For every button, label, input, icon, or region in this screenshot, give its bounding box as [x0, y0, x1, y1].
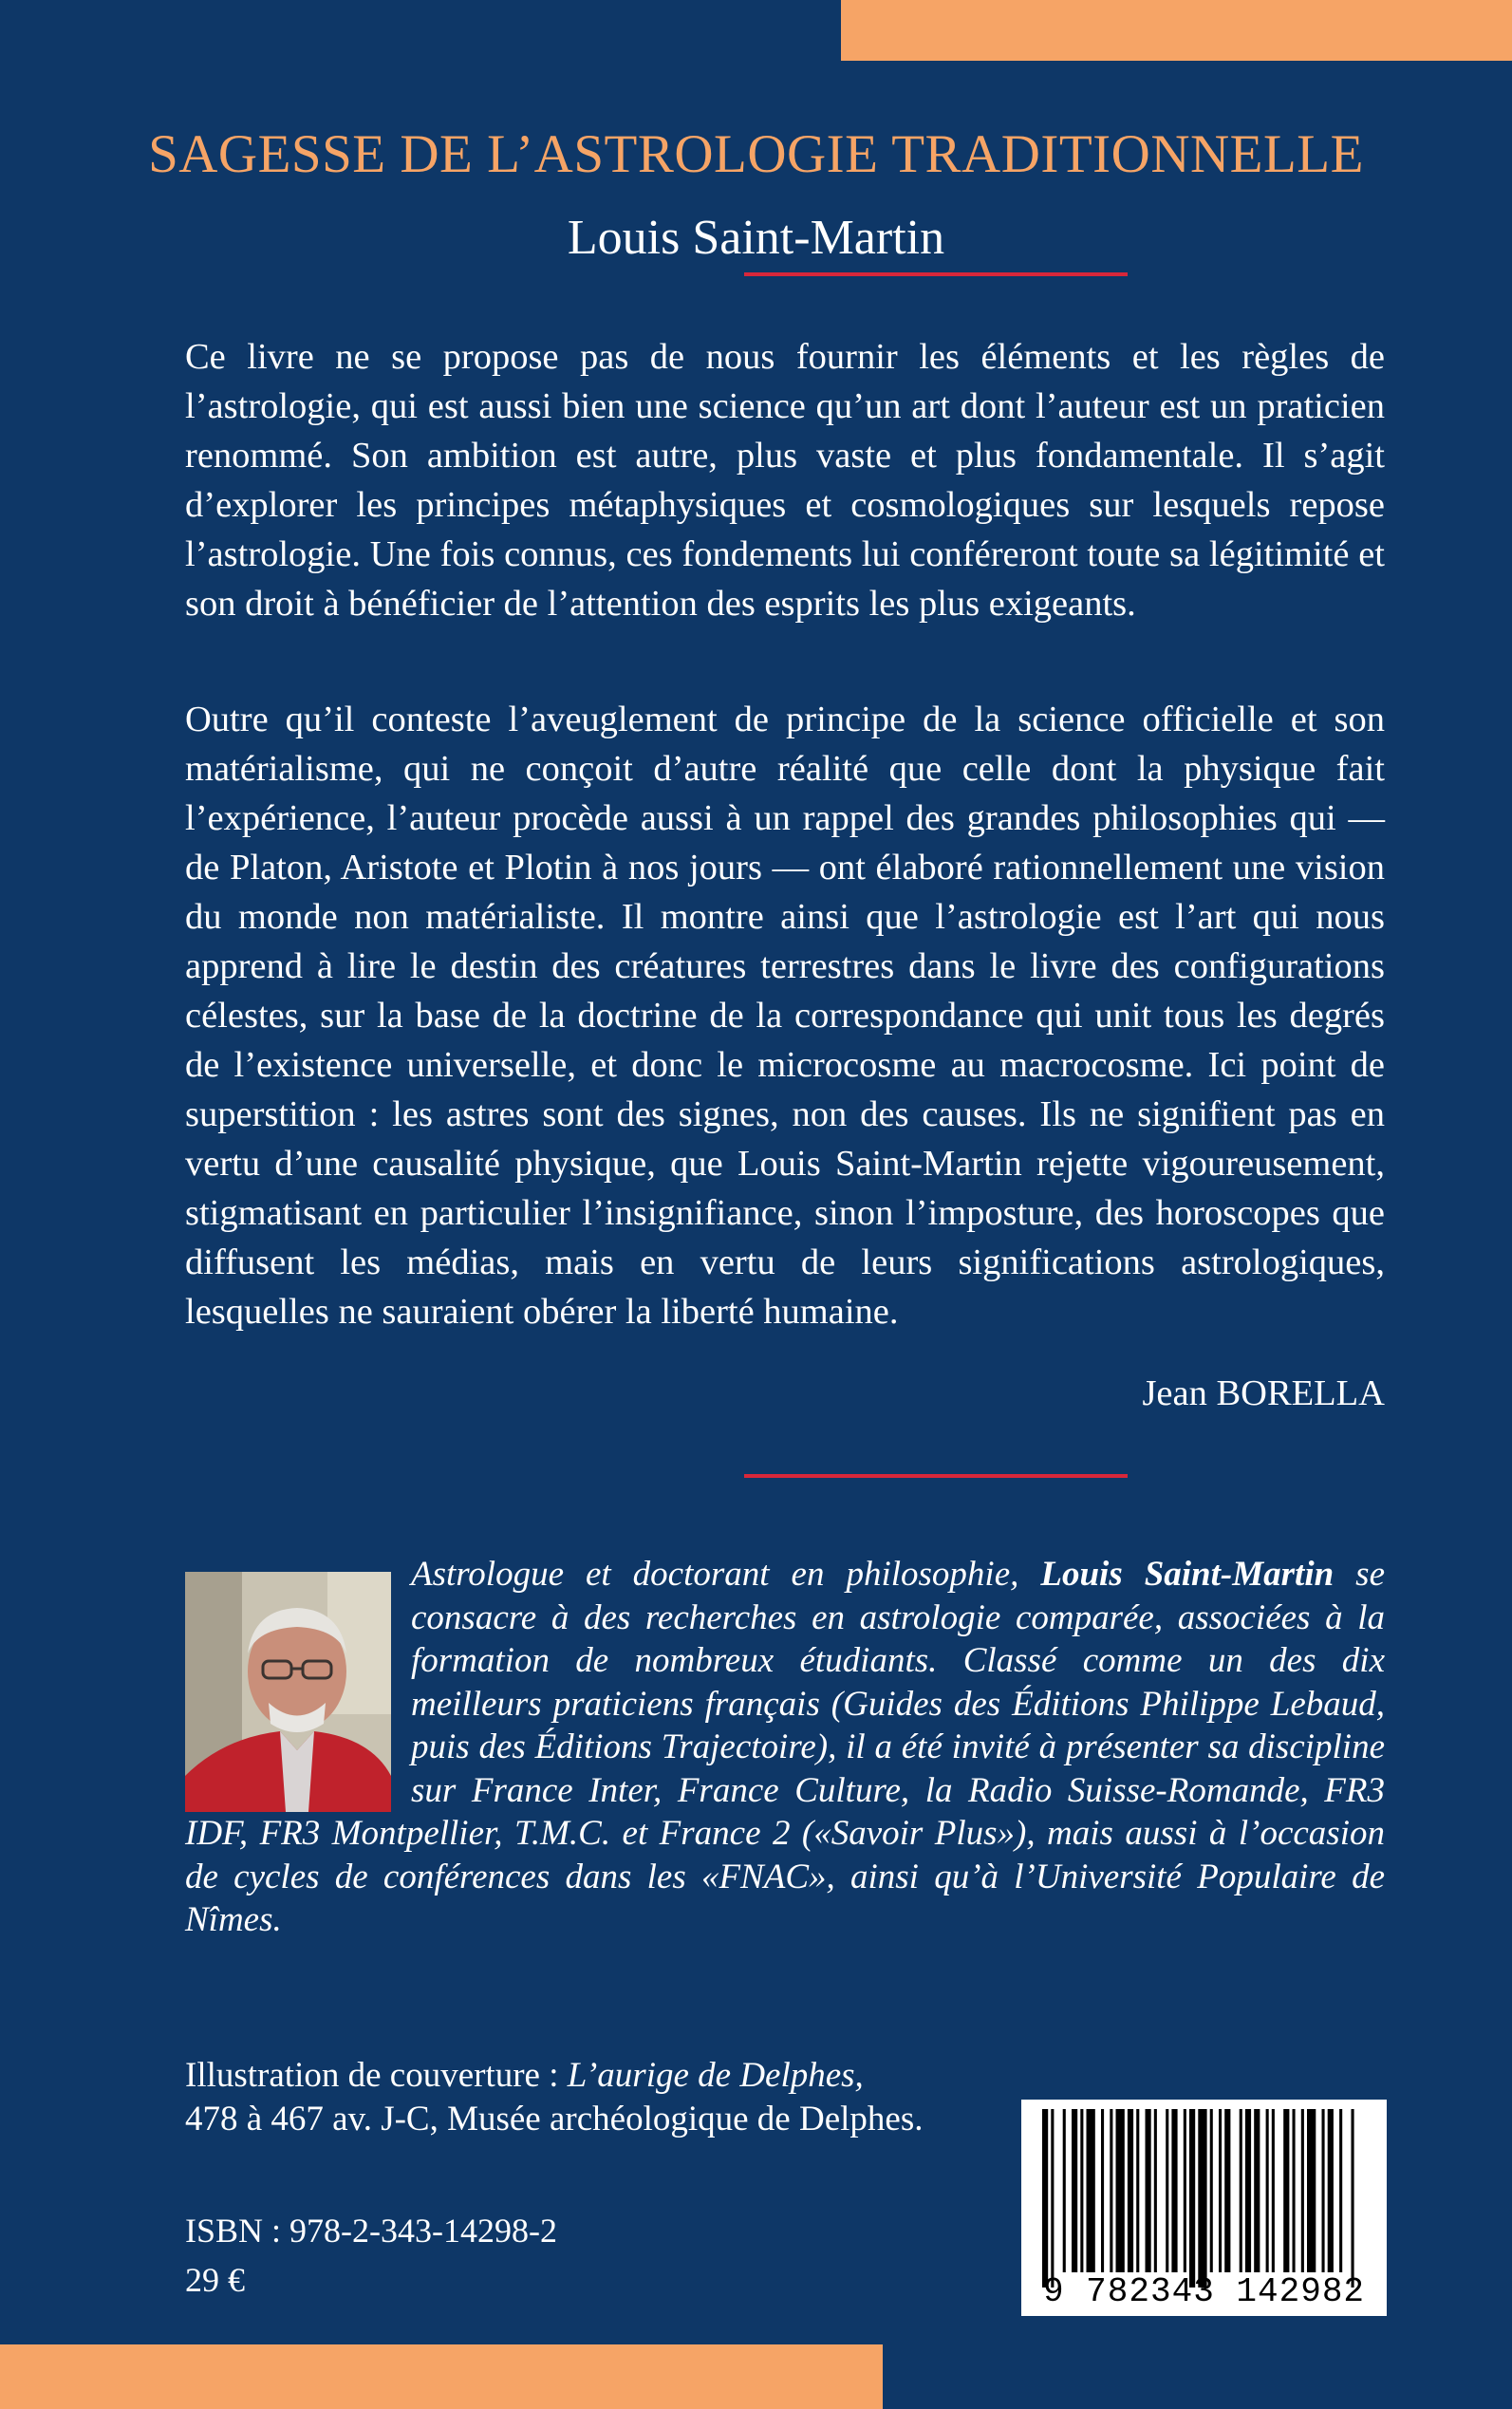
barcode-bar	[1240, 2109, 1242, 2272]
barcode-bar	[1051, 2109, 1054, 2288]
barcode-bar	[1063, 2109, 1066, 2272]
price: 29 €	[185, 2261, 245, 2299]
divider-top	[744, 272, 1128, 276]
bio-author-name: Louis Saint-Martin	[1040, 1555, 1335, 1594]
summary-paragraph-2: Outre qu’il conteste l’aveuglement de principe de la science officielle et son matérialisme, qui ne conçoit d’autre réalité que celle dont la physique fait l’expérience, l’auteur procède aussi à un rappel des grandes philosophies qui — de Platon, Aristote et Plotin à nos jours — ont élaboré rationnellement une vision du monde non matérialiste. Il montre ainsi que l’astrologie est l’art qui nous apprend à lire le destin des créatures terrestres dans le livre des configurations célestes, sur la base de la doctrine de la correspondance qui unit tous les degrés de l’existence universelle, et donc le microcosme au macrocosme. Ici point de superstition : les astres sont des signes, non des causes. Ils ne signifient pas en vertu d’une causalité physique, que Louis Saint-Martin rejette vigoureusement, stigmatisant en particulier l’insignifiance, sinon l’imposture, des horoscopes que diffusent les médias, mais en vertu de leurs significations astrologiques, lesquelles ne sauraient obérer la liberté humaine.	[185, 700, 1385, 1332]
barcode-bar	[1266, 2109, 1269, 2272]
book-author: Louis Saint-Martin	[567, 211, 945, 265]
barcode-number: 9 782343 142982	[1042, 2272, 1366, 2311]
author-photo	[185, 1572, 391, 1812]
credit-work-title: L’aurige de Delphes,	[567, 2056, 864, 2095]
barcode-bar	[1245, 2109, 1251, 2272]
barcode-bar	[1171, 2109, 1177, 2272]
bottom-accent-stripe	[0, 2344, 883, 2409]
barcode-bar	[1166, 2109, 1168, 2272]
barcode-bar	[1154, 2109, 1157, 2272]
barcode-bar	[1184, 2109, 1186, 2272]
barcode-bar	[1136, 2109, 1139, 2272]
barcode-bar	[1328, 2109, 1334, 2272]
barcode-bar	[1072, 2109, 1077, 2272]
barcode-bar	[1087, 2109, 1095, 2272]
barcode-bar	[1322, 2109, 1325, 2272]
cover-illustration-credit	[185, 2054, 1039, 2141]
barcode-bar	[1301, 2109, 1304, 2272]
summary-paragraph-1: Ce livre ne se propose pas de nous fournir les éléments et les règles de l’astrologie, qui est aussi bien une science qu’un art dont l’auteur est un praticien renommé. Son ambition est autre, plus vaste et plus fondamentale. Il s’agit d’explorer les principes métaphysiques et cosmologiques sur lesquels repose l’astrologie. Une fois connus, ces fondements lui conféreront toute sa légitimité et son droit à bénéficier de l’attention des esprits les plus exigeants.	[185, 337, 1385, 624]
barcode-bar	[1283, 2109, 1289, 2272]
isbn: ISBN : 978-2-343-14298-2	[185, 2212, 557, 2250]
barcode-bar	[1352, 2109, 1354, 2288]
barcode-bar	[1224, 2109, 1230, 2272]
book-title: SAGESSE DE L’ASTROLOGIE TRADITIONNELLE	[148, 124, 1364, 184]
preface-signature: Jean BORELLA	[1142, 1373, 1385, 1413]
barcode-bar	[1293, 2109, 1296, 2272]
barcode-bar	[1128, 2109, 1133, 2272]
bio-intro: Astrologue et doctorant en philosophie,	[411, 1555, 1041, 1594]
barcode-bar	[1272, 2109, 1275, 2272]
barcode-bar	[1339, 2109, 1342, 2272]
barcode-bar	[1042, 2109, 1048, 2288]
barcode-bar	[1307, 2109, 1316, 2272]
bio-body: se consacre à des recherches en astrologie comparée, associées à la formation de nombreux étudiants. Classé comme un des dix meilleurs praticiens français (Guides des Éditions Philippe Lebaud, puis des Éditions Trajectoire), il a été invité à présenter sa discipline sur France Inter, France Culture, la Radio Suisse-Romande, FR3 IDF, FR3 Montpellier, T.M.C. et France 2 («Savoir Plus»), mais aussi à l’occasion de cycles de conférences dans les «FNAC», ainsi qu’à l’Université Populaire de Nîmes.	[185, 1555, 1385, 1939]
barcode-bar	[1110, 2109, 1112, 2272]
credit-label: Illustration de couverture :	[185, 2056, 568, 2095]
divider-bottom	[744, 1474, 1128, 1478]
barcode-bar	[1210, 2109, 1213, 2272]
barcode-bar	[1254, 2109, 1260, 2272]
top-accent-stripe	[841, 0, 1512, 61]
barcode-bar	[1080, 2109, 1083, 2272]
barcode-bar	[1198, 2109, 1206, 2288]
barcode-bar	[1116, 2109, 1125, 2272]
barcode-bar	[1219, 2109, 1222, 2272]
barcode-bar	[1101, 2109, 1104, 2272]
credit-details: 478 à 467 av. J-C, Musée archéologique de Delphes.	[185, 2100, 924, 2138]
barcode-bar	[1146, 2109, 1151, 2272]
barcode-bar	[1189, 2109, 1195, 2288]
